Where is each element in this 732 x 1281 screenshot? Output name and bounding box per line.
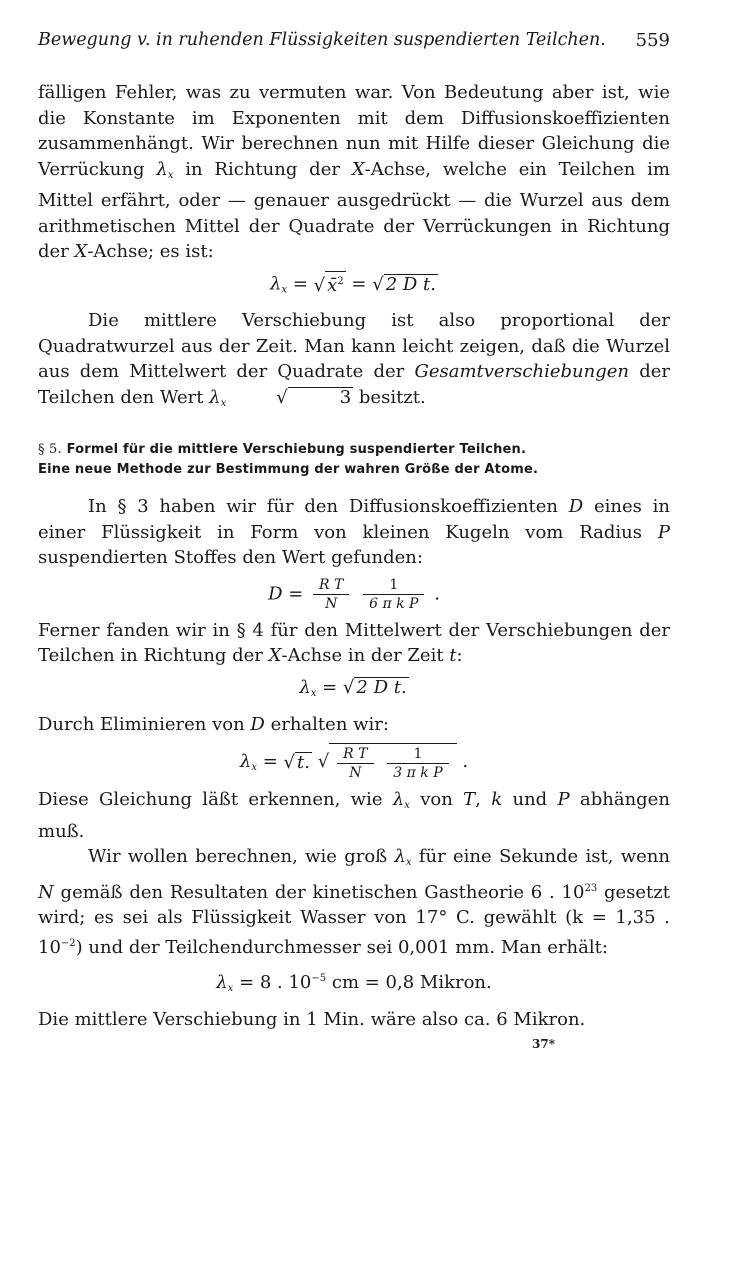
page-number: 559 [635, 30, 670, 51]
paragraph-3: In § 3 haben wir für den Diffusionskoeffizienten D eines in einer Flüssigkeit in Form von kleinen Kugeln vom Radius P suspendierten Stoffes den Wert gefunden: [38, 496, 670, 568]
equation-lambda-sqrt: $\lambda_x$ = √ x̄$^2$ = √ 2 D t. [38, 271, 670, 303]
paragraph-7: Wir wollen berechnen, wie groß $\lambda_x$ für eine Sekunde ist, wenn N gemäß den Resultaten der kinetischen Gastheorie 6 . $10^{23}$ gesetzt wird; es sei als Flüssigkeit Wasser von 17° C. gewählt (k = 1,35 . $10^{-2}$) und der Teilchendurchmesser sei 0,001 mm. Man erhält: [38, 846, 670, 958]
signature-mark: 37* [532, 1036, 555, 1051]
running-header [38, 30, 670, 56]
paragraph-2: Die mittlere Verschiebung ist also proportional der Quadratwurzel aus der Zeit. Man kann leicht zeigen, daß die Wurzel aus dem Mittelwert der Quadrate der Gesamtverschiebungen der Teilchen den Wert $\lambda_x$ √ 3 besitzt. [38, 310, 670, 409]
equation-lambda-2Dt: $\lambda_x$ = √ 2 D t. [299, 676, 407, 699]
paragraph-1: fälligen Fehler, was zu vermuten war. Von Bedeutung aber ist, wie die Konstante im Exponenten mit dem Diffusionskoeffizienten zusammenhängt. Wir berechnen nun mit Hilfe dieser Gleichung die Verrückung $\lambda_x$ in Richtung der X-Achse, welche ein Teilchen im Mittel erfährt, oder — genauer ausgedrückt — die Wurzel aus dem arithmetischen Mittel der Quadrate der Verrückungen in Richtung der X-Achse; es ist: [38, 82, 670, 262]
equation-diffusion: D = $\frac{\text{R T}}{N}$ $\frac{1}{\text{6 π k P}}$ . [268, 576, 440, 612]
running-title: Bewegung v. in ruhenden Flüssigkeiten suspendierten Teilchen. [38, 30, 606, 50]
paragraph-8: Die mittlere Verschiebung in 1 Min. wäre also ca. 6 Mikron. [38, 1009, 586, 1030]
paragraph-6: Diese Gleichung läßt erkennen, wie $\lambda_x$ von T, k und P abhängen muß. [38, 789, 670, 842]
paragraph-4: Ferner fanden wir in § 4 für den Mittelwert der Verschiebungen der Teilchen in Richtung der X-Achse in der Zeit t: [38, 619, 670, 666]
equation-lambda-final: $\lambda_x$ = √ t. √ $\frac{\text{R T}}{N}$ $\frac{1}{\text{3 π k P}}$ . [38, 743, 670, 781]
equation-result: $\lambda_x = 8$ . $10^{-5}$ cm = 0,8 Mikron. [216, 972, 492, 994]
paragraph-5: Durch Eliminieren von D erhalten wir: [38, 713, 389, 735]
section-heading: § 5. Formel für die mittlere Verschiebung suspendierter Teilchen. Eine neue Methode zur Bestimmung der wahren Größe der Atome. [38, 442, 539, 477]
sqrt-mean-square: √ x̄$^2$ [314, 271, 346, 298]
page [38, 30, 670, 1051]
sqrt-2Dt: √ 2 D t. [372, 273, 436, 295]
